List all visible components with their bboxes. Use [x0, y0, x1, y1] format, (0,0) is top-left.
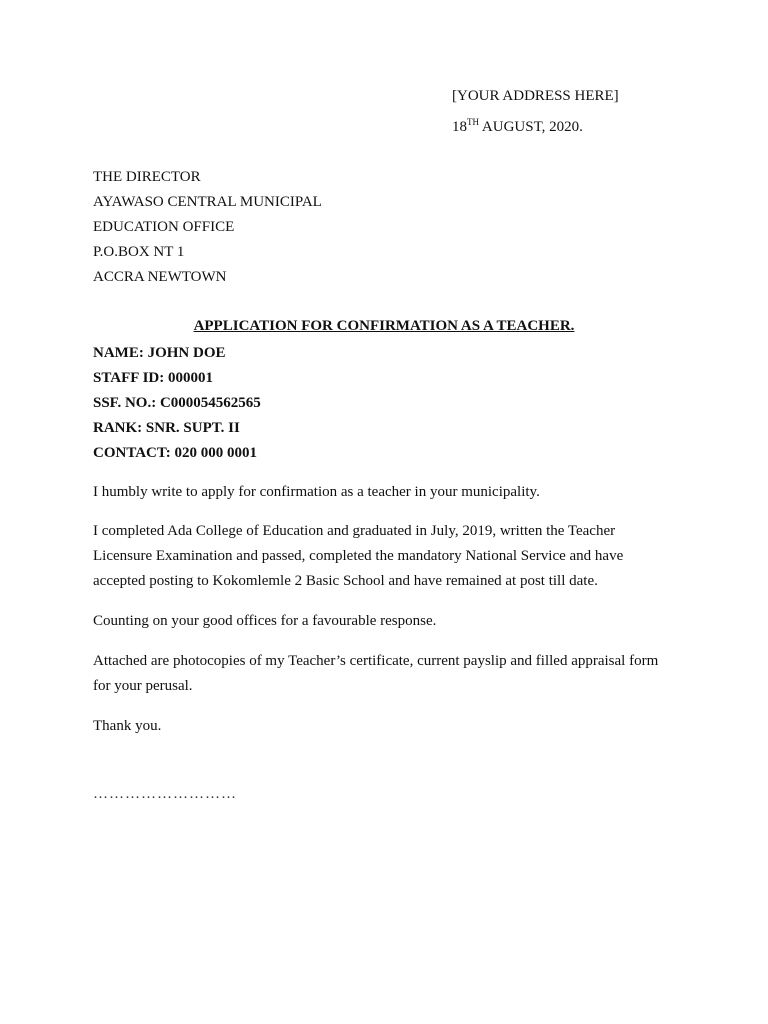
detail-rank: RANK: SNR. SUPT. II — [93, 420, 240, 436]
paragraph-line: Licensure Examination and passed, completed the mandatory National Service and have — [93, 548, 624, 564]
date-day: 18 — [452, 119, 467, 135]
paragraph-line: accepted posting to Kokomlemle 2 Basic School and have remained at post till date. — [93, 573, 598, 589]
date-suffix: TH — [467, 117, 479, 127]
paragraph-background — [93, 519, 693, 594]
paragraph-intro — [93, 480, 693, 505]
signature-line: ……………………… — [93, 786, 237, 802]
detail-name: NAME: JOHN DOE — [93, 345, 226, 361]
paragraph-line: Counting on your good offices for a favourable response. — [93, 613, 437, 629]
paragraph-line: for your perusal. — [93, 678, 193, 694]
letter-subject: APPLICATION FOR CONFIRMATION AS A TEACHER. — [193, 318, 575, 334]
detail-staff-id: STAFF ID: 000001 — [93, 370, 213, 386]
letter-date — [452, 117, 619, 137]
detail-ssf-no: SSF. NO.: C000054562565 — [93, 395, 261, 411]
paragraph-line: Attached are photocopies of my Teacher’s certificate, current payslip and filled appraisal form — [93, 653, 659, 669]
paragraph-attachments — [93, 649, 693, 699]
recipient-line: ACCRA NEWTOWN — [93, 269, 227, 285]
recipient-line: EDUCATION OFFICE — [93, 219, 235, 235]
applicant-details — [93, 341, 261, 466]
sender-block — [452, 86, 619, 137]
recipient-line: AYAWASO CENTRAL MUNICIPAL — [93, 194, 322, 210]
recipient-line: P.O.BOX NT 1 — [93, 244, 185, 260]
detail-contact: CONTACT: 020 000 0001 — [93, 445, 258, 461]
paragraph-line: I humbly write to apply for confirmation as a teacher in your municipality. — [93, 484, 540, 500]
paragraph-line: I completed Ada College of Education and graduated in July, 2019, written the Teacher — [93, 523, 616, 539]
paragraph-closing — [93, 714, 693, 739]
recipient-line: THE DIRECTOR — [93, 169, 201, 185]
recipient-address — [93, 165, 322, 290]
paragraph-request — [93, 609, 693, 634]
date-rest: AUGUST, 2020. — [479, 119, 583, 135]
paragraph-line: Thank you. — [93, 718, 162, 734]
sender-address: [YOUR ADDRESS HERE] — [452, 88, 619, 104]
